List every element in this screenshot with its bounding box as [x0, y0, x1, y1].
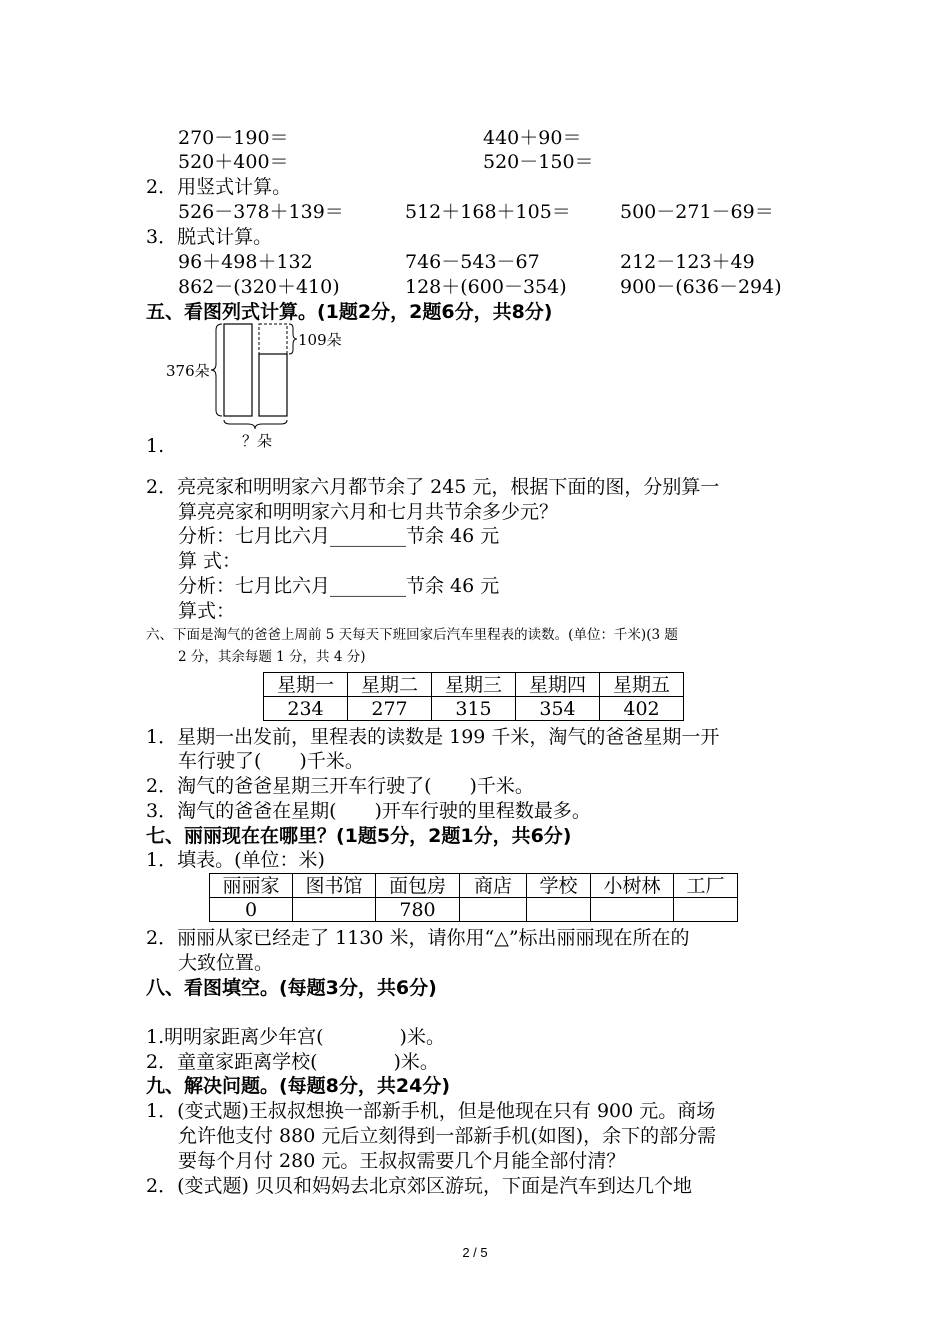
right-brace [289, 324, 297, 354]
question-number: 1. [146, 435, 165, 457]
analysis-line: 分析：七月比六月________节余 46 元 [178, 575, 500, 597]
question-text: 2．(变式题) 贝贝和妈妈去北京郊区游玩，下面是汽车到达几个地 [146, 1175, 692, 1197]
table-cell: 354 [516, 697, 600, 721]
table-header: 图书馆 [293, 874, 376, 898]
table-cell: 780 [376, 898, 460, 922]
table-cell[interactable] [674, 898, 738, 922]
bottom-label: ？朵 [242, 432, 273, 450]
distance-table [209, 873, 738, 922]
question-text: 算亮亮家和明明家六月和七月共节余多少元？ [178, 501, 559, 523]
analysis-line: 分析：七月比六月________节余 46 元 [178, 525, 500, 547]
table-cell[interactable] [527, 898, 591, 922]
table-header: 星期二 [348, 673, 432, 697]
calc-item: 500－271－69＝ [620, 201, 774, 223]
table-header-row [264, 673, 684, 697]
question-title: 2．用竖式计算。 [146, 176, 292, 198]
table-header-row [210, 874, 738, 898]
table-header: 丽丽家 [210, 874, 293, 898]
table-header: 星期三 [432, 673, 516, 697]
table-cell[interactable] [591, 898, 674, 922]
table-row [210, 898, 738, 922]
table-header: 工厂 [674, 874, 738, 898]
bottom-brace [224, 420, 287, 429]
short-bar [259, 354, 287, 416]
section-heading: 九、解决问题。(每题8分，共24分) [146, 1075, 451, 1097]
question-text: 1．(变式题)王叔叔想换一部新手机，但是他现在只有 900 元。商场 [146, 1100, 716, 1122]
left-brace [211, 324, 222, 416]
table-header: 商店 [460, 874, 527, 898]
calc-item: 862－(320＋410) [178, 276, 340, 298]
question-text: 3．淘气的爸爸在星期( )开车行驶的里程数最多。 [146, 800, 591, 822]
table-cell: 0 [210, 898, 293, 922]
table-row [264, 697, 684, 721]
formula-line: 算 式： [178, 550, 242, 572]
calc-item: 128＋(600－354) [405, 276, 567, 298]
tall-bar [224, 324, 252, 416]
question-text: 允许他支付 880 元后立刻得到一部新手机(如图)，余下的部分需 [178, 1125, 717, 1147]
formula-line: 算式： [178, 600, 236, 622]
calc-item: 96＋498＋132 [178, 251, 313, 273]
question-text: 2．丽丽从家已经走了 1130 米，请你用“△”标出丽丽现在所在的 [146, 927, 690, 949]
diff-bar-dashed [259, 324, 287, 354]
section-heading: 七、丽丽现在在哪里？(1题5分，2题1分，共6分) [146, 825, 572, 847]
table-header: 学校 [527, 874, 591, 898]
calc-item: 212－123＋49 [620, 251, 755, 273]
bar-diagram [160, 318, 360, 458]
calc-item: 270－190＝ [178, 127, 289, 149]
question-text: 2．童童家距离学校( )米。 [146, 1051, 439, 1073]
question-text: 车行驶了( )千米。 [178, 750, 364, 772]
question-text: 1．星期一出发前，里程表的读数是 199 千米，淘气的爸爸星期一开 [146, 726, 720, 748]
table-cell: 277 [348, 697, 432, 721]
table-header: 星期一 [264, 673, 348, 697]
left-label: 376朵 [166, 362, 210, 380]
table-cell: 402 [600, 697, 684, 721]
table-header: 面包房 [376, 874, 460, 898]
question-title: 3．脱式计算。 [146, 226, 273, 248]
calc-item: 512＋168＋105＝ [405, 201, 571, 223]
table-header: 星期四 [516, 673, 600, 697]
calc-item: 520＋400＝ [178, 151, 289, 173]
table-header: 小树林 [591, 874, 674, 898]
calc-item: 900－(636－294) [620, 276, 782, 298]
question-text: 1．填表。(单位：米) [146, 849, 325, 871]
right-label: 109朵 [298, 331, 342, 349]
calc-item: 746－543－67 [405, 251, 540, 273]
page-number: 2 / 5 [462, 1245, 488, 1260]
question-text: 2．淘气的爸爸星期三开车行驶了( )千米。 [146, 775, 534, 797]
calc-item: 440＋90＝ [483, 127, 582, 149]
section-heading: 五、看图列式计算。(1题2分，2题6分，共8分) [146, 301, 553, 323]
table-cell: 234 [264, 697, 348, 721]
question-text: 1.明明家距离少年宫( )米。 [146, 1026, 445, 1048]
question-text: 要每个月付 280 元。王叔叔需要几个月能全部付清？ [178, 1150, 626, 1172]
question-text: 大致位置。 [178, 952, 274, 974]
table-cell[interactable] [460, 898, 527, 922]
section-heading: 八、看图填空。(每题3分，共6分) [146, 977, 437, 999]
section-intro: 六、下面是淘气的爸爸上周前 5 天每天下班回家后汽车里程表的读数。(单位：千米)(3 题 [146, 627, 678, 643]
table-cell[interactable] [293, 898, 376, 922]
calc-item: 520－150＝ [483, 151, 594, 173]
question-text: 2．亮亮家和明明家六月都节余了 245 元，根据下面的图，分别算一 [146, 476, 720, 498]
section-intro: 2 分，其余每题 1 分，共 4 分) [178, 649, 366, 665]
mileage-table [263, 672, 684, 721]
table-header: 星期五 [600, 673, 684, 697]
calc-item: 526－378＋139＝ [178, 201, 344, 223]
table-cell: 315 [432, 697, 516, 721]
